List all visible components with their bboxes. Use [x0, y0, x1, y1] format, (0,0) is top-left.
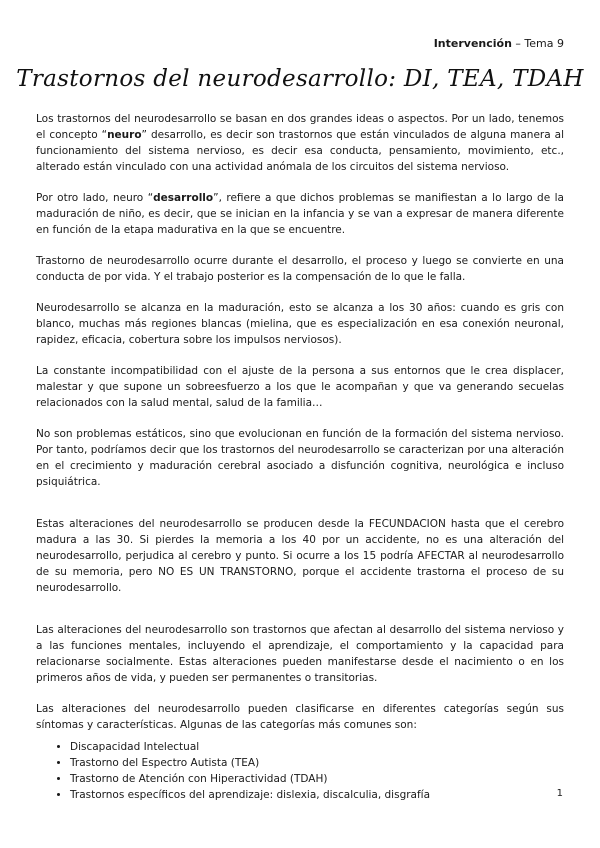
- paragraph-1-bold: neuro: [107, 129, 142, 141]
- paragraph-6: No son problemas estáticos, sino que evolucionan en función de la formación del sistema nervioso. Por tanto, podríamos decir que los trastornos del neurodesarrollo se caracterizan por una alteración en el crecimiento y maduración cerebral asociado a disfunción cognitiva, neurológica e incluso psiquiátrica.: [36, 428, 564, 488]
- page-header: [434, 37, 564, 50]
- paragraph-7: Estas alteraciones del neurodesarrollo se producen desde la FECUNDACION hasta que el cerebro madura a las 30. Si pierdes la memoria a los 40 por un accidente, no es una alteración del neurodesarrollo, perjudica al cerebro y punto. Si ocurre a los 15 podría AFECTAR al neurodesarrollo de su memoria, pero NO ES UN TRANSTORNO, porque el accidente trastorna el proceso de su neurodesarrollo.: [36, 518, 564, 594]
- paragraph-3: Trastorno de neurodesarrollo ocurre durante el desarrollo, el proceso y luego se convierte en una conducta de por vida. Y el trabajo posterior es la compensación de lo que le falla.: [36, 255, 564, 283]
- paragraph-2-bold: desarrollo: [153, 192, 214, 204]
- document-title: Trastornos del neurodesarrollo: DI, TEA, TDAH: [16, 66, 584, 92]
- list-item: • Trastorno del Espectro Autista (TEA): [70, 755, 564, 771]
- list-item: • Trastornos específicos del aprendizaje: dislexia, discalculia, disgrafía: [70, 787, 564, 803]
- header-subject: Intervención: [433, 37, 512, 50]
- page-number: 1: [556, 788, 563, 799]
- paragraph-2-text-c: ”, refiere a que dichos problemas se manifiestan a lo largo de la maduración de niño, es decir, que se inician en la infancia y se van a expresar de manera diferente en función de la etapa madurativa en la que se encuentre.: [36, 192, 564, 236]
- list-item: • Trastorno de Atención con Hiperactividad (TDAH): [70, 771, 564, 787]
- paragraph-2-text-a: Por otro lado, neuro “: [36, 192, 154, 204]
- paragraph-1-text-c: ” desarrollo, es decir son trastornos que están vinculados de alguna manera al funcionamiento del sistema nervioso, es decir esa conducta, pensamiento, movimiento, etc., alterado están vinculado con una actividad anómala de los circuitos del sistema nervioso.: [36, 129, 564, 173]
- document-body: [36, 111, 564, 803]
- paragraph-4: Neurodesarrollo se alcanza en la maduración, esto se alcanza a los 30 años: cuando es gris con blanco, muchas más regiones blancas (mielina, que es especialización en esa conexión neuronal, rapidez, eficacia, cobertura sobre los impulsos nerviosos).: [36, 302, 564, 346]
- paragraph-1: [36, 111, 564, 175]
- header-separator: –: [511, 37, 525, 50]
- paragraph-2: [36, 190, 564, 238]
- header-topic: Tema 9: [524, 37, 564, 50]
- list-item: • Discapacidad Intelectual: [70, 739, 564, 755]
- paragraph-1-text-a: Los trastornos del neurodesarrollo se basan en dos grandes ideas o aspectos. Por un lado, tenemos el concepto “: [36, 113, 564, 141]
- paragraph-5: La constante incompatibilidad con el ajuste de la persona a sus entornos que le crea displacer, malestar y que supone un sobreesfuerzo a los que le acompañan y que va generando secuelas relacionados con la salud mental, salud de la familia…: [36, 365, 564, 409]
- paragraph-8: Las alteraciones del neurodesarrollo son trastornos que afectan al desarrollo del sistema nervioso y a las funciones mentales, incluyendo el aprendizaje, el comportamiento y la capacidad para relacionarse socialmente. Estas alteraciones pueden manifestarse desde el nacimiento o en los primeros años de vida, y pueden ser permanentes o transitorias.: [36, 624, 564, 684]
- paragraph-9: Las alteraciones del neurodesarrollo pueden clasificarse en diferentes categorías según sus síntomas y características. Algunas de las categorías más comunes son:: [36, 703, 564, 731]
- categories-list: [36, 739, 564, 803]
